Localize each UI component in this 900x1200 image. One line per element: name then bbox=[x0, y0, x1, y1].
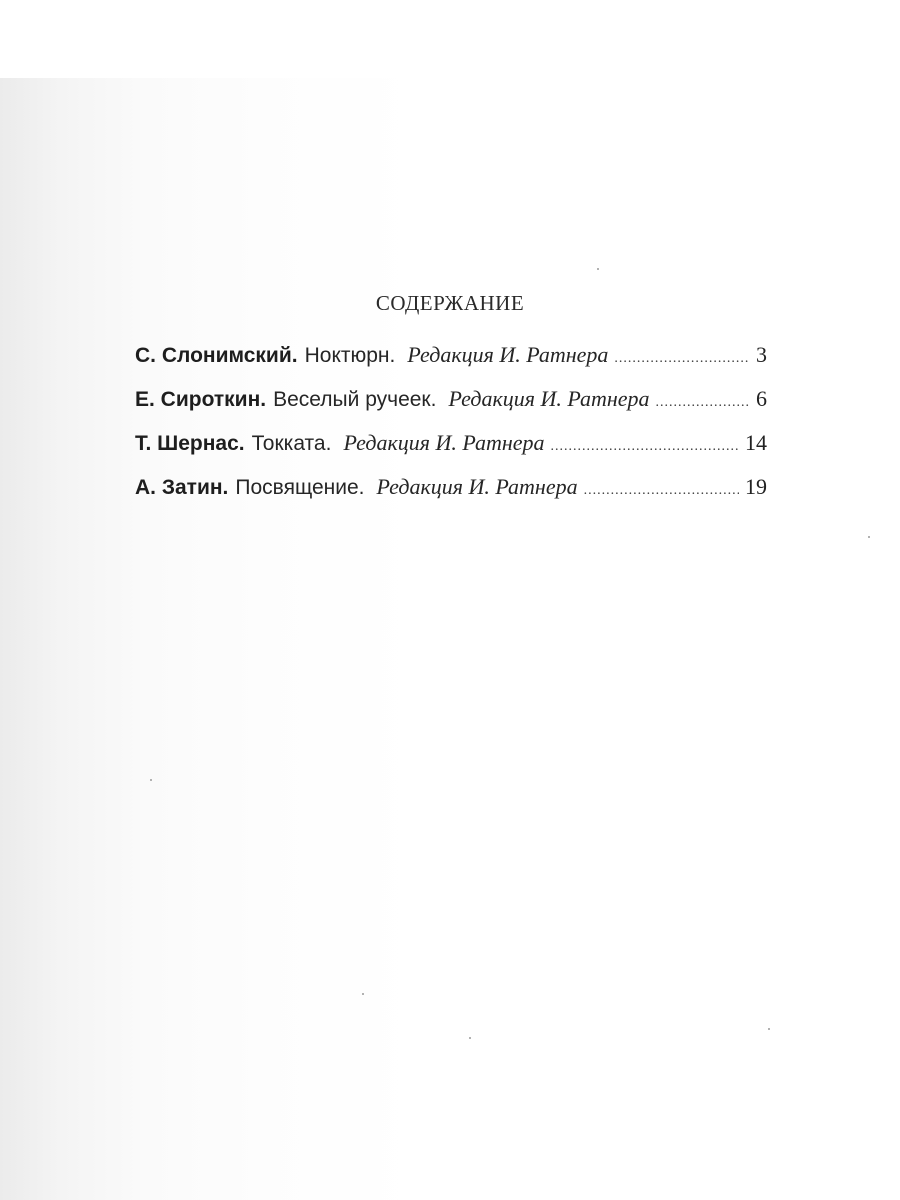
entry-author: Е. Сироткин. bbox=[135, 388, 267, 411]
dot-leader bbox=[656, 395, 750, 411]
scan-speck bbox=[362, 993, 364, 995]
entry-work-title: Посвящение. bbox=[235, 476, 365, 499]
entry-author: Т. Шернас. bbox=[135, 432, 245, 455]
dot-leader bbox=[584, 483, 739, 499]
scanned-page bbox=[0, 78, 900, 1200]
entry-author: С. Слонимский. bbox=[135, 344, 298, 367]
toc-entry bbox=[135, 474, 767, 518]
toc-heading: СОДЕРЖАНИЕ bbox=[375, 291, 525, 315]
entry-editor: Редакция И. Ратнера bbox=[407, 342, 609, 367]
entry-page-number: 6 bbox=[756, 386, 767, 411]
entry-page-number: 19 bbox=[745, 474, 767, 499]
entry-editor: Редакция И. Ратнера bbox=[343, 430, 545, 455]
dot-leader bbox=[614, 351, 750, 367]
toc-entry bbox=[135, 386, 767, 430]
entry-work-title: Токката. bbox=[251, 432, 332, 455]
toc-entry bbox=[135, 430, 767, 474]
entry-work-title: Ноктюрн. bbox=[304, 344, 396, 367]
scan-speck bbox=[868, 536, 870, 538]
entry-page-number: 14 bbox=[745, 430, 767, 455]
toc-entry bbox=[135, 342, 767, 386]
scan-speck bbox=[768, 1028, 770, 1030]
entry-editor: Редакция И. Ратнера bbox=[448, 386, 650, 411]
entry-editor: Редакция И. Ратнера bbox=[376, 474, 578, 499]
scan-speck bbox=[597, 268, 599, 270]
entry-author: А. Затин. bbox=[135, 476, 229, 499]
entry-page-number: 3 bbox=[756, 342, 767, 367]
scan-speck bbox=[150, 779, 152, 781]
scan-speck bbox=[469, 1037, 471, 1039]
entry-work-title: Веселый ручеек. bbox=[273, 388, 437, 411]
table-of-contents bbox=[135, 342, 767, 518]
dot-leader bbox=[551, 439, 739, 455]
